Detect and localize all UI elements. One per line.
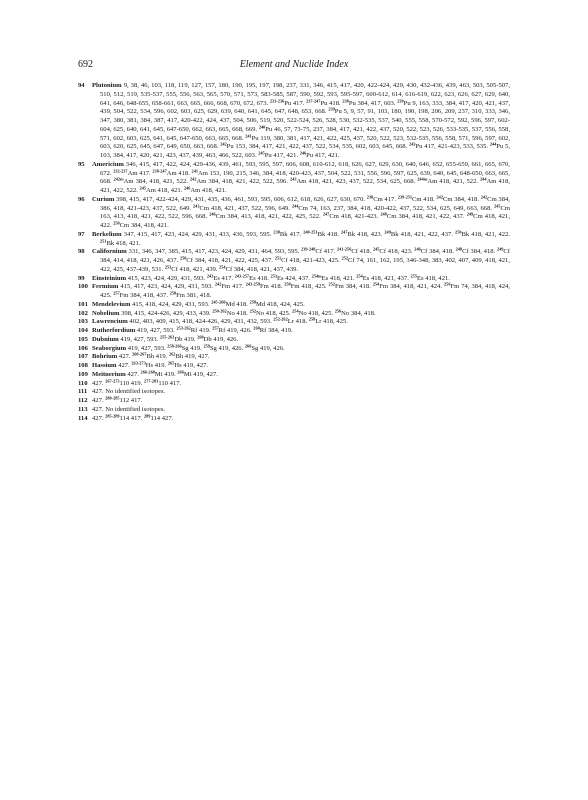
page-references: 110 419. — [119, 379, 144, 387]
atomic-number: 112 — [78, 397, 88, 404]
element-name: Californium — [92, 248, 127, 256]
mass-number: 242 — [190, 176, 197, 182]
element-index-list — [78, 82, 510, 423]
page-references: Cm 417. — [373, 195, 398, 203]
atomic-number: 100 — [78, 283, 88, 291]
page-references: Bk 418, 421, 422, 437. — [390, 230, 456, 238]
index-entry — [78, 412, 510, 424]
page-references: 9, 38, 46, 103, 118, 119, 127, 157, 180, 190, 195, 197, 198, 237, 331, 346, 415, 417, 420, 422-424, 429, 430, 432-436, 439, 463, 503, 505-507, 510, 512, 519, 535-537, 555, 556, 563, 565, 570, 571, 573, 583-585, 587, 590, 592, 593, 595-597, 600-612, 614, 616-619, 622, 623, 626, 627, 629, 640, 641, 646, 648-655, 658-661, 663, 665, 666, 668, 670, 672, 673. — [100, 82, 510, 107]
mass-number: 263-273 — [131, 360, 146, 366]
element-name: Hassium — [92, 362, 117, 369]
index-entry — [78, 406, 510, 415]
mass-number: 266 — [177, 369, 184, 375]
page-references: Pu 5, 9, 57, 91, 103, 180, 190, 198, 206, 209, 237, 310, 333, 346, 347, 380, 381, 384, 387, 417, 420-422, 424, 437, 504, 506, 519, 520, 522-524, 526, 528, 530, 532-535, 537, 540, 555, 558, 570-572, 592, 596, 597, 602-604, 625, 640, 641, 645, 647-650, 662, 663, 665, 668, 669. — [100, 108, 510, 133]
page-references: Fm 418, 425. — [290, 283, 329, 291]
mass-number: 246 — [183, 185, 191, 191]
page-references: Cm 384, 386, 418, 421-423, 437, 522, 649. — [100, 195, 510, 212]
page-references: Es 418, 421, 437. — [362, 274, 411, 282]
mass-number: 243-259 — [245, 281, 260, 287]
mass-number: 242 — [214, 281, 222, 287]
element-name: Bohrium — [92, 353, 118, 361]
atomic-number: 106 — [78, 344, 88, 352]
atomic-number: 103 — [78, 318, 88, 326]
mass-number: 243 — [409, 141, 416, 147]
page-references: Fm 384, 418. — [334, 283, 373, 291]
page-references: Cf 417. — [315, 248, 338, 256]
page-references: 415, 418, 424, 429, 431, 593. — [130, 300, 212, 308]
mass-number: 253 — [270, 272, 277, 278]
page-references: Fm 74, 384, 418, 424, 425. — [100, 283, 511, 299]
page-references: Cf 384, 418. — [420, 248, 456, 256]
mass-number: 260 — [244, 342, 252, 348]
page-references: Pu 417, 421-423, 533, 535. — [415, 143, 490, 151]
element-name: Americium — [92, 160, 124, 168]
page-references: Cm 384, 418, 421. — [119, 222, 169, 229]
mass-number: 243 — [193, 202, 200, 208]
page-references: 114 417. — [119, 414, 144, 422]
page-references: Cf 384, 418. — [462, 248, 497, 256]
atomic-number: 96 — [78, 195, 85, 203]
mass-number: 244 — [480, 176, 487, 182]
atomic-number: 94 — [78, 82, 85, 89]
atomic-number: 107 — [78, 353, 88, 361]
mass-number: 242 — [436, 194, 443, 200]
page-references: 398, 415, 424-426, 429, 433, 439. — [119, 309, 213, 317]
mass-number: 260 — [197, 334, 204, 340]
page-references: Md 418, 424, 425. — [256, 300, 305, 308]
page-references: Cf 384, 418, 421, 422, 425, 437. — [186, 257, 275, 264]
page-references: Db 419, 426. — [203, 335, 239, 343]
page-references: Cf 418, 423. — [379, 248, 415, 256]
mass-number: 251 — [100, 237, 107, 243]
page-references: Md 418. — [225, 300, 250, 308]
page-references: 419, 427, 593. — [135, 327, 177, 334]
index-entry — [78, 196, 510, 231]
index-entry — [78, 377, 510, 389]
mass-number: 250 — [455, 229, 462, 235]
page-references: Cf 418, 421, 439. — [171, 265, 220, 273]
page-references: Pu 46, 57, 73-75, 237, 384, 417, 421, 422, 437, 520, 522, 523, 526, 533-535, 537, 556, 558, 571, 602, 603, 625, 641, 645, 647-650, 663, 665, 668. — [100, 125, 510, 142]
mass-number: 250 — [113, 220, 120, 226]
mass-number: 245 — [139, 185, 147, 191]
mass-number: 258-266 — [167, 342, 182, 348]
page-references: No 384, 418. — [341, 309, 376, 317]
page-references: 398, 415, 417, 422-424, 429, 431, 435, 436, 461, 593, 595, 606, 612, 618, 626, 627, 630, 670. — [114, 195, 367, 203]
atomic-number: 101 — [78, 300, 88, 308]
mass-number: 245 — [258, 150, 265, 156]
mass-number: 256 — [334, 307, 342, 313]
atomic-number: 105 — [78, 335, 88, 343]
mass-number: 244m — [417, 176, 428, 182]
mass-number: 258 — [169, 290, 177, 296]
page-references: 415, 417, 423, 424, 429, 431, 593. — [118, 283, 215, 291]
index-entry — [78, 161, 510, 196]
mass-number: 241-256 — [337, 246, 352, 252]
page-references: Am 153, 190, 215, 346, 384, 418, 420-423, 437, 504, 522, 531, 556, 596, 597, 625, 639, 640, 645, 648-650, 663, 665, 668. — [100, 169, 510, 186]
mass-number: 246 — [414, 246, 421, 252]
mass-number: 254 — [219, 264, 226, 270]
atomic-number: 110 — [78, 379, 88, 387]
mass-number: 249 — [466, 211, 474, 217]
mass-number: 262 — [168, 351, 176, 357]
atomic-number: 104 — [78, 327, 88, 334]
mass-number: 244 — [291, 202, 299, 208]
mass-number: 232-237 — [113, 167, 128, 173]
page-references: 427. — [92, 397, 106, 404]
mass-number: 238 — [366, 194, 374, 200]
page-references: Fm 417. — [221, 283, 246, 291]
page-references: Sg 419, 426. — [251, 344, 285, 352]
page-number: 692 — [78, 59, 93, 70]
page-references: Es 424, 437. — [276, 274, 312, 282]
element-name: Einsteinium — [92, 274, 127, 282]
mass-number: 267-273 — [105, 377, 120, 383]
mass-number: 252 — [249, 307, 257, 313]
mass-number: 252-262 — [273, 316, 288, 322]
page-references: Am 418, 421, 422, 522. — [100, 178, 511, 194]
page-references: Pu 9, 163, 333, 384, 417, 420, 421, 437, 439, 504, 522, 534, 596, 602, 603, 625, 629, 639, 640, 641, 645, 647, 648, 653, 668. — [100, 99, 510, 116]
page-header — [78, 58, 510, 72]
page-references: Cf 418. — [351, 248, 373, 256]
page-references: Am 384, 418, 421, 522. — [123, 178, 191, 186]
page-references: Sg 419, 426. — [209, 344, 245, 352]
page-references: Fm 384, 418, 421, 424. — [379, 283, 445, 291]
mass-number: 245 — [372, 246, 380, 252]
atomic-number: 109 — [78, 370, 88, 378]
mass-number: 245 — [494, 202, 501, 208]
page-references: 114 427. — [150, 414, 174, 422]
atomic-number: 114 — [78, 414, 88, 422]
page-references: Rf 419, 426. — [218, 327, 254, 334]
mass-number: 231-236 — [269, 97, 285, 103]
mass-number: 243 — [290, 176, 297, 182]
mass-number: 239-251 — [397, 194, 413, 200]
mass-number: 252 — [328, 281, 335, 287]
page-references: Fm 418. — [259, 283, 285, 291]
page-references: Am 418. — [166, 169, 192, 177]
page-references: Pu 418. — [320, 99, 343, 107]
mass-number: 245-260 — [211, 299, 226, 305]
page-references: Pu 5, 103, 384, 417, 420, 421, 423, 437, 439, 463, 466, 522, 603. — [100, 143, 510, 159]
mass-number: 247 — [322, 211, 330, 217]
mass-number: 242 — [220, 141, 227, 147]
mass-number: 242 — [480, 194, 488, 200]
page-references: Am 418, 421. — [146, 187, 184, 194]
index-entry — [78, 388, 510, 397]
page-references: Bh 419, 427. — [175, 353, 210, 361]
page-references: 112 417. — [119, 397, 143, 404]
page-references: 427. — [116, 362, 132, 369]
page-references: No 418, 425. — [256, 309, 293, 317]
page-references: Cm 384, 413, 418, 421, 422, 425, 522. — [215, 213, 323, 221]
page-references: Cm 384, 418. — [442, 195, 481, 203]
page-references: Bk 418. — [317, 230, 341, 238]
atomic-number: 95 — [78, 160, 85, 168]
mass-number: 258 — [249, 299, 257, 305]
page-references: Rf 419. — [190, 327, 213, 334]
page-references: Cm 74, 163, 237, 384, 418, 420-422, 437, 522, 534, 625, 649, 663, 668. — [298, 204, 494, 212]
mass-number: 244 — [489, 141, 497, 147]
element-name: Mendelevium — [92, 300, 131, 308]
mass-number: 253 — [164, 264, 172, 270]
mass-number: 250 — [179, 255, 187, 261]
mass-number: 266-268 — [140, 369, 155, 375]
page-references: Sg 419. — [181, 344, 204, 352]
page-references: Bk 417. — [279, 230, 304, 238]
mass-number: 239-248 — [301, 246, 316, 252]
page-references: Mt 419. — [154, 370, 178, 378]
page-references: No 418, 425. — [298, 309, 335, 317]
page-references: Fm 381, 418. — [176, 292, 212, 299]
element-name: Curium — [92, 195, 115, 203]
mass-number: 285-289 — [105, 412, 120, 418]
page-references: Hs 419. — [145, 362, 168, 369]
page-references: Pu 119, 380, 381, 417, 421, 422, 425, 437, 520, 522, 523, 532-535, 556, 558, 571, 596, 597, 602, 603, 620, 625, 645, 647, 649, 650, 663, 668. — [100, 134, 511, 151]
atomic-number: 111 — [78, 388, 88, 396]
index-entry — [78, 307, 510, 319]
element-name: Berkelium — [92, 230, 122, 238]
mass-number: 250-262 — [212, 307, 227, 313]
page-references: 402, 403, 409, 415, 418, 424-426, 429, 431, 432, 593. — [127, 318, 274, 326]
index-entry — [78, 82, 510, 161]
mass-number: 239 — [328, 106, 335, 112]
element-name: Rutherfordium — [92, 327, 136, 334]
page-references: Am 417. — [127, 169, 153, 177]
mass-number: 241 — [191, 167, 198, 173]
page-references: Am 418, 421. — [190, 187, 227, 194]
mass-number: 255-263 — [159, 334, 175, 340]
mass-number: 277-283 — [144, 377, 159, 383]
atomic-number: 98 — [78, 248, 85, 256]
page-references: Es 417. — [213, 274, 235, 282]
page-references: Hs 419, 427. — [174, 362, 209, 369]
mass-number: 242m — [113, 176, 124, 182]
page-references: 427. — [92, 379, 106, 387]
mass-number: 260-267 — [132, 351, 147, 357]
page-references: 110 417. — [158, 379, 182, 387]
page-references: Am 418, 421, 522. — [427, 178, 481, 186]
page-references: Es 418. — [249, 274, 271, 282]
mass-number: 243-257 — [234, 272, 250, 278]
mass-number: 289 — [144, 412, 151, 418]
mass-number: 254 — [292, 307, 299, 313]
mass-number: 260 — [253, 325, 260, 331]
mass-number: 256 — [444, 281, 451, 287]
page-references: 346, 415, 417, 422, 424, 429-436, 439, 461, 593, 595, 597, 606, 608, 610-612, 618, 626, 627, 629, 630, 640, 646, 652, 655-659, 661, 665, 670, 672. — [100, 160, 510, 177]
page-references: Lr 418, 425. — [315, 318, 348, 326]
mass-number: 249 — [496, 246, 504, 252]
page-references: Db 419. — [174, 335, 198, 343]
mass-number: 257 — [212, 325, 219, 331]
page-references: 419, 427, 593. — [126, 344, 168, 352]
atomic-number: 113 — [78, 405, 88, 413]
page-references: 415, 423, 424, 429, 431, 593. — [126, 274, 207, 282]
mass-number: 254 — [372, 281, 380, 287]
mass-number: 246 — [209, 211, 216, 217]
index-entry — [78, 248, 510, 274]
page-references: Am 384, 418, 421, 422, 522, 596. — [196, 178, 291, 186]
page-references: Lr 418. — [287, 318, 309, 326]
page-references: Cm 384, 418, 421, 422, 437. — [386, 213, 467, 221]
page-references: Cf 418, 421-423, 425. — [281, 257, 342, 264]
page-references: Bk 418, 423. — [347, 230, 385, 238]
page-references: No 418. — [226, 309, 250, 317]
element-name: Fermium — [92, 283, 119, 291]
page-references: Cf 74, 161, 162, 195, 346-348, 383, 402, 407, 409, 418, 421, 422, 425, 437-439, 531. — [100, 257, 510, 273]
page-references: Cf 384, 418, 421, 437, 439. — [225, 265, 299, 273]
page-references: Cf 384, 414, 418, 421, 426, 437. — [100, 248, 510, 264]
page-references: Cm 418. — [412, 195, 437, 203]
page-references: Pu 417, 421. — [264, 152, 300, 159]
page-references: Mt 419, 427. — [183, 370, 218, 378]
page-references: Pu 153, 384, 417, 421, 422, 437, 522, 534, 535, 602, 603, 645, 668. — [226, 143, 410, 151]
atomic-number: 108 — [78, 362, 88, 369]
mass-number: 238 — [342, 97, 349, 103]
mass-number: 265 — [167, 360, 175, 366]
mass-number: 250 — [284, 281, 291, 287]
mass-number: 240-251 — [303, 229, 318, 235]
index-entry — [78, 318, 510, 327]
atomic-number: 102 — [78, 309, 88, 317]
mass-number: 257 — [113, 290, 120, 296]
mass-number: 247 — [340, 229, 348, 235]
mass-number: 253-262 — [176, 325, 191, 331]
element-name: Seaborgium — [92, 344, 127, 352]
page-references: Cm 418, 421, 422. — [100, 213, 511, 229]
page-references: 427. No identified isotopes. — [92, 405, 166, 413]
mass-number: 258 — [308, 316, 316, 322]
mass-number: 248 — [380, 211, 387, 217]
page-references: Am 418, 421, 423, 437, 522, 534, 625, 668. — [296, 178, 418, 186]
page-references: 427. — [117, 353, 133, 361]
page-references: Cm 418, 421-423. — [329, 213, 381, 221]
page-references: Es 418, 421. — [321, 274, 357, 282]
mass-number: 251 — [274, 255, 282, 261]
mass-number: 252 — [341, 255, 349, 261]
page-references: 427. — [92, 414, 106, 422]
element-name: Meitnerium — [92, 370, 126, 378]
mass-number: 238-247 — [152, 167, 167, 173]
mass-number: 241 — [245, 132, 252, 138]
atomic-number: 97 — [78, 230, 85, 238]
atomic-number: 99 — [78, 274, 85, 282]
element-name: Plutonium — [92, 82, 122, 89]
index-entry — [78, 283, 510, 301]
index-entry — [78, 371, 510, 380]
page-references: Bh 419. — [146, 353, 169, 361]
mass-number: 255 — [410, 272, 417, 278]
page-references: Es 418, 421. — [416, 274, 450, 282]
index-entry — [78, 231, 510, 249]
page-references: Bk 418, 421, 422. — [461, 230, 511, 238]
page-references: Pu 417, 421. — [306, 152, 340, 159]
page-references: Pu 417. — [284, 99, 307, 107]
mass-number: 246 — [299, 150, 307, 156]
index-entry — [78, 336, 510, 345]
mass-number: 243 — [206, 272, 214, 278]
mass-number: 259 — [203, 342, 210, 348]
element-name: Nobelium — [92, 309, 120, 317]
element-name: Dubnium — [92, 335, 119, 343]
mass-number: 238 — [273, 229, 280, 235]
element-name: Lawrencium — [92, 318, 128, 326]
index-entry — [78, 397, 510, 406]
mass-number: 248 — [455, 246, 463, 252]
page-references: 347, 415, 417, 423, 424, 429, 431, 433, 436, 593, 595. — [121, 230, 274, 238]
mass-number: 254m — [311, 272, 322, 278]
mass-number: 280-285 — [105, 395, 120, 401]
running-title: Element and Nuclide Index — [239, 59, 349, 70]
page-references: 331, 346, 347, 385, 415, 417, 423, 424, 429, 431, 464, 593, 595. — [126, 248, 302, 256]
page-references: Bk 418, 421. — [106, 239, 141, 247]
index-entry — [78, 327, 510, 336]
page-references: Rf 384, 419. — [259, 327, 293, 334]
mass-number: 249 — [384, 229, 391, 235]
page-references: Fm 384, 418, 437. — [119, 292, 170, 299]
mass-number: 237-247 — [306, 97, 321, 103]
page-references: 427. — [125, 370, 141, 378]
page-references: Pu 384, 417, 603. — [348, 99, 398, 107]
page-references: Cm 418, 421, 437, 522, 596, 649. — [199, 204, 292, 212]
page-references: 419, 427, 593. — [118, 335, 160, 343]
mass-number: 254 — [356, 272, 363, 278]
page-references: 427. No identified isotopes. — [92, 388, 166, 396]
page-references: Cm 163, 413, 418, 421, 422, 522, 596, 668. — [100, 204, 510, 221]
mass-number: 240 — [258, 124, 266, 130]
mass-number: 239 — [397, 97, 404, 103]
